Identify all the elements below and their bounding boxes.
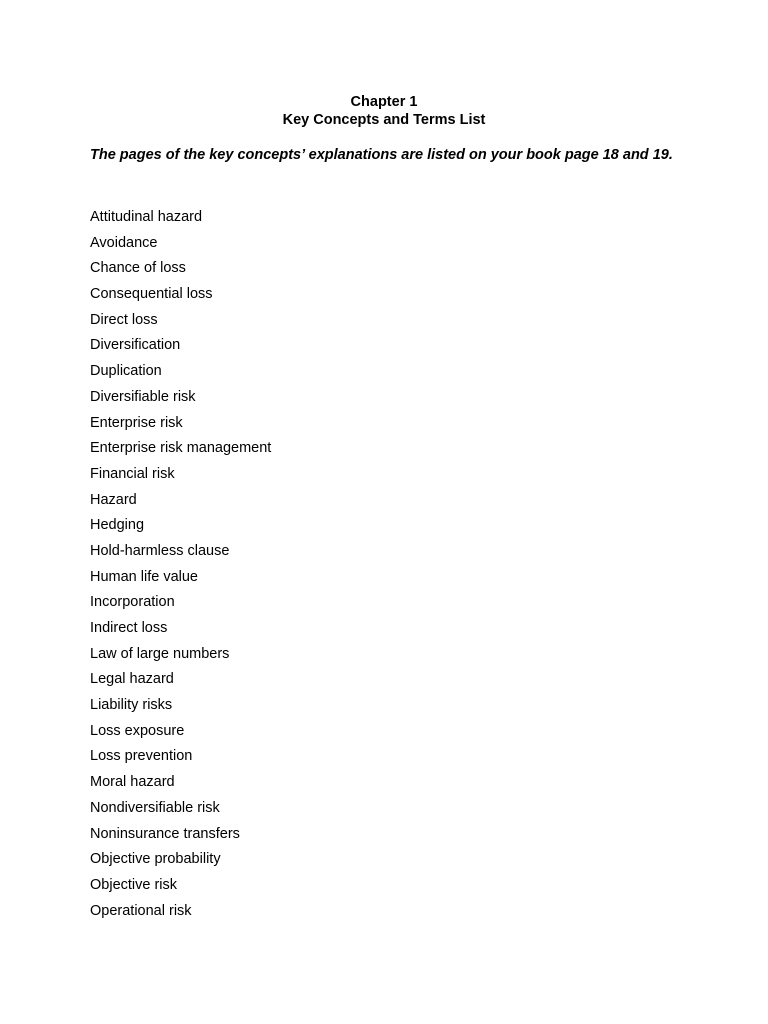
list-item: Diversifiable risk <box>90 388 196 405</box>
list-item: Chance of loss <box>90 260 186 277</box>
list-item: Duplication <box>90 363 162 380</box>
list-item: Objective risk <box>90 876 178 893</box>
list-item: Enterprise risk management <box>90 440 272 457</box>
list-item: Avoidance <box>90 234 158 251</box>
list-item: Enterprise risk <box>90 414 183 431</box>
list-item: Incorporation <box>90 594 175 611</box>
list-item: Attitudinal hazard <box>90 209 203 225</box>
list-item: Legal hazard <box>90 671 174 688</box>
list-item: Financial risk <box>90 465 175 482</box>
list-item: Objective probability <box>90 851 221 868</box>
list-item: Human life value <box>90 568 198 585</box>
chapter-heading: Chapter 1 <box>350 94 418 110</box>
list-item: Direct loss <box>90 311 158 328</box>
list-item: Nondiversifiable risk <box>90 799 220 816</box>
list-item: Noninsurance transfers <box>90 825 240 842</box>
list-item: Indirect loss <box>90 620 168 636</box>
list-item: Moral hazard <box>90 774 175 791</box>
intro-note: The pages of the key concepts’ explanations are listed on your book page 18 and 19. <box>90 147 673 163</box>
list-item: Consequential loss <box>90 286 213 303</box>
list-item: Loss exposure <box>90 722 185 739</box>
list-item: Diversification <box>90 337 181 354</box>
list-item: Law of large numbers <box>90 645 230 662</box>
terms-list <box>90 207 271 926</box>
list-item: Operational risk <box>90 902 192 919</box>
page-title: Key Concepts and Terms List <box>282 112 486 128</box>
list-item: Loss prevention <box>90 748 193 765</box>
list-item: Liability risks <box>90 697 173 714</box>
list-item: Hedging <box>90 517 145 534</box>
list-item: Hazard <box>90 491 137 508</box>
list-item: Hold-harmless clause <box>90 542 230 559</box>
